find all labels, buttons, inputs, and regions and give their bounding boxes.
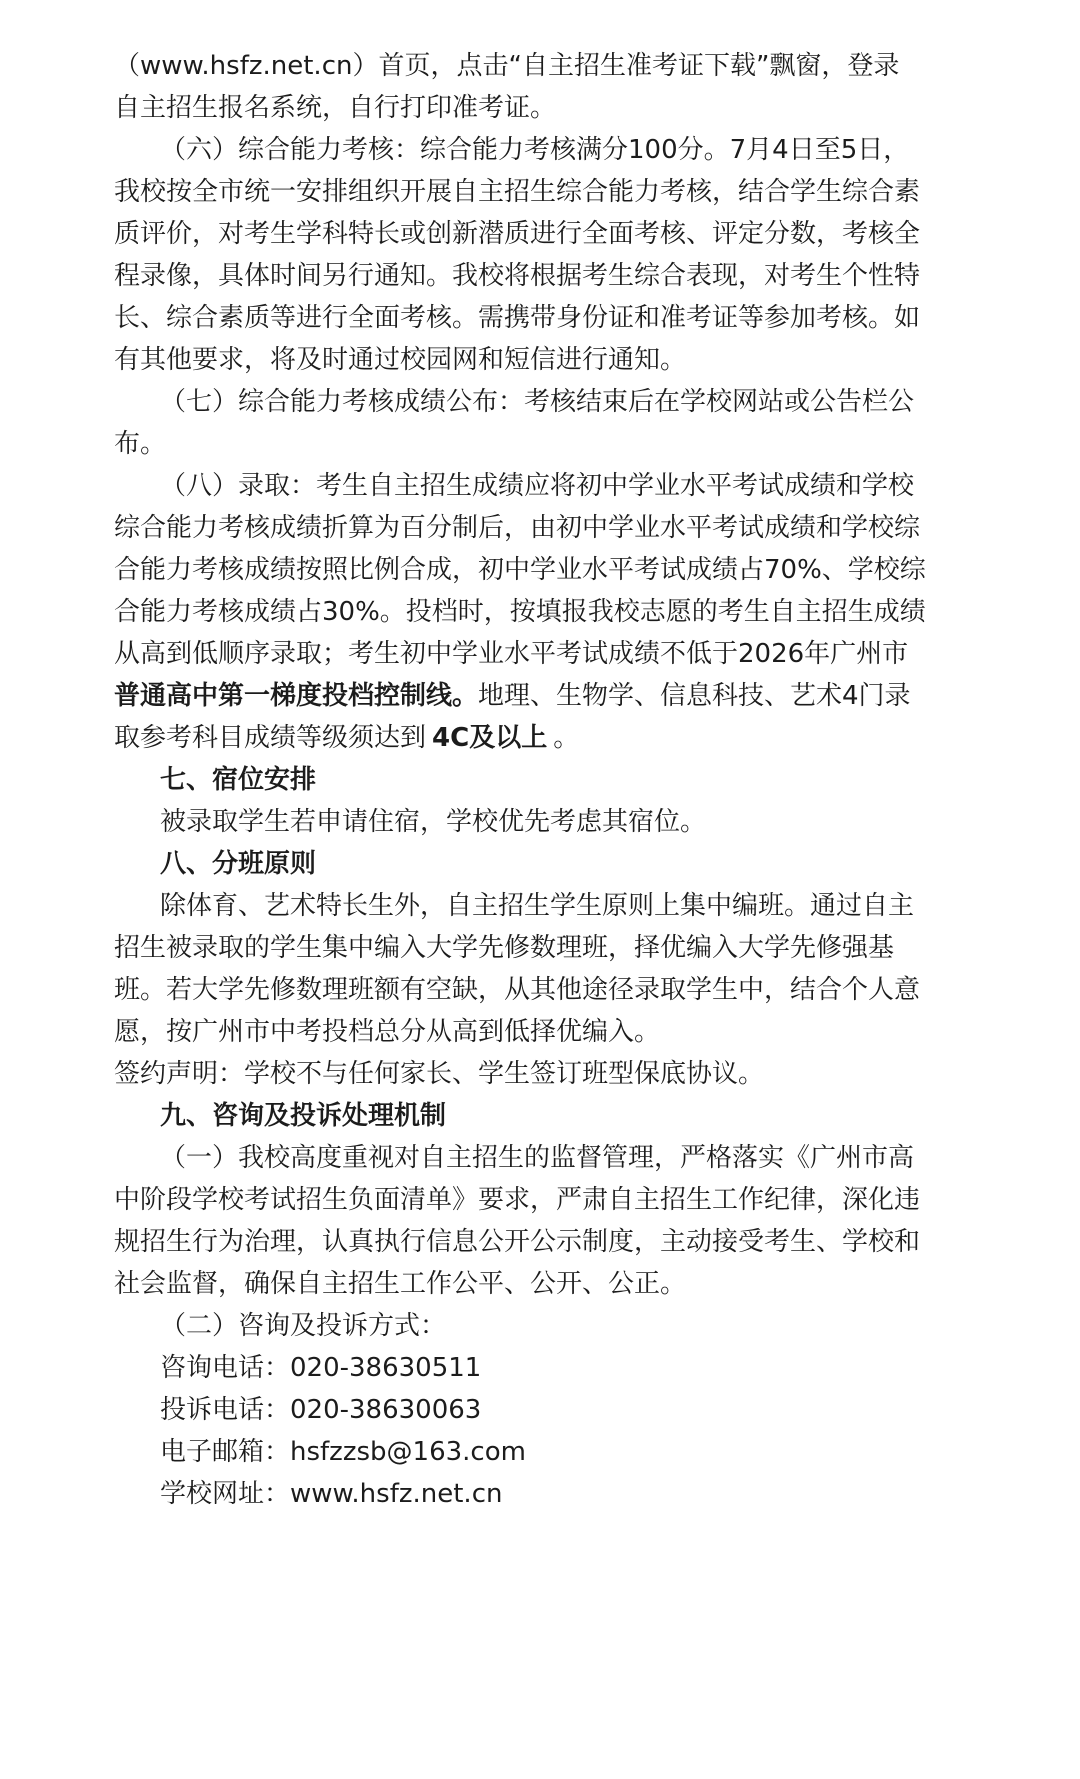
line-text: 电子邮箱：hsfzzsb@163.com (160, 1437, 526, 1467)
line-text: 愿，按广州市中考投档总分从高到低择优编入。 (114, 1017, 661, 1047)
text-line (0, 252, 1080, 300)
text-line (0, 1008, 1080, 1056)
text-line (0, 882, 1080, 930)
text-line (0, 966, 1080, 1014)
line-text: 自主招生报名系统，自行打印准考证。 (114, 93, 557, 123)
text-line (0, 420, 1080, 468)
text-line (0, 294, 1080, 342)
section-item-7 (0, 378, 1080, 426)
line-text: 程录像，具体时间另行通知。我校将根据考生综合表现，对考生个性特 (114, 261, 921, 291)
text-line (0, 588, 1080, 636)
line-text: （八）录取：考生自主招生成绩应将初中学业水平考试成绩和学校 (160, 471, 915, 501)
section-item-9-2 (0, 1302, 1080, 1350)
signing-statement (0, 1050, 1080, 1098)
line-text: 规招生行为治理，认真执行信息公开公示制度，主动接受考生、学校和 (114, 1227, 921, 1257)
section-item-6 (0, 126, 1080, 174)
line-text: （www.hsfz.net.cn）首页，点击“自主招生准考证下载”飘窗，登录 (114, 51, 900, 81)
line-text: 中阶段学校考试招生负面清单》要求，严肃自主招生工作纪律，深化违 (114, 1185, 921, 1215)
line-text: 从高到低顺序录取；考生初中学业水平考试成绩不低于2026年广州市 (114, 639, 909, 669)
line-text: （二）咨询及投诉方式： (160, 1311, 447, 1341)
line-text: 质评价，对考生学科特长或创新潜质进行全面考核、评定分数，考核全 (114, 219, 921, 249)
heading-section-9 (0, 1092, 1080, 1140)
school-website (0, 1470, 1080, 1518)
line-text: 社会监督，确保自主招生工作公平、公开、公正。 (114, 1269, 687, 1299)
line-text: （一）我校高度重视对自主招生的监督管理，严格落实《广州市高 (160, 1143, 915, 1173)
text-line (0, 546, 1080, 594)
line-text: 合能力考核成绩占30%。投档时，按填报我校志愿的考生自主招生成绩 (114, 597, 926, 627)
line-text: 签约声明：学校不与任何家长、学生签订班型保底协议。 (114, 1059, 765, 1089)
line-text: 投诉电话：020-38630063 (160, 1395, 482, 1425)
line-text: 我校按全市统一安排组织开展自主招生综合能力考核，结合学生综合素 (114, 177, 921, 207)
line-text: 班。若大学先修数理班额有空缺，从其他途径录取学生中，结合个人意 (114, 975, 921, 1005)
line-text: 布。 (114, 429, 167, 459)
line-text: 综合能力考核成绩折算为百分制后，由初中学业水平考试成绩和学校综 (114, 513, 921, 543)
line-text: 长、综合素质等进行全面考核。需携带身份证和准考证等参加考核。如 (114, 303, 921, 333)
line-text: （七）综合能力考核成绩公布：考核结束后在学校网站或公告栏公 (160, 387, 915, 417)
line-text: （六）综合能力考核：综合能力考核满分100分。7月4日至5日， (160, 135, 910, 165)
control-line-emphasis: 普通高中第一梯度投档控制线。 (114, 681, 479, 711)
line-text: 学校网址：www.hsfz.net.cn (160, 1479, 503, 1509)
text-line (0, 630, 1080, 678)
text-line (0, 1176, 1080, 1224)
heading-section-7 (0, 756, 1080, 804)
text-line (0, 1260, 1080, 1308)
heading-text: 八、分班原则 (160, 849, 317, 879)
complaint-phone (0, 1386, 1080, 1434)
line-text: 除体育、艺术特长生外，自主招生学生原则上集中编班。通过自主 (160, 891, 915, 921)
line-text: 合能力考核成绩按照比例合成，初中学业水平考试成绩占70%、学校综 (114, 555, 926, 585)
consult-phone (0, 1344, 1080, 1392)
heading-text: 九、咨询及投诉处理机制 (160, 1101, 447, 1131)
line-text: 取参考科目成绩等级须达到 (114, 723, 427, 753)
line-text: 地理、生物学、信息科技、艺术4门录 (478, 681, 911, 711)
heading-text: 七、宿位安排 (160, 765, 317, 795)
text-line (0, 210, 1080, 258)
line-text: 有其他要求，将及时通过校园网和短信进行通知。 (114, 345, 687, 375)
text-line (0, 84, 1080, 132)
section-item-9-1 (0, 1134, 1080, 1182)
text-line (0, 1218, 1080, 1266)
section-item-8 (0, 462, 1080, 510)
grade-requirement-emphasis: 4C及以上 (432, 723, 548, 753)
line-text: 招生被录取的学生集中编入大学先修数理班，择优编入大学先修强基 (114, 933, 895, 963)
text-line (0, 672, 1080, 720)
text-line (0, 924, 1080, 972)
text-line (0, 714, 1080, 762)
line-text: 。 (553, 723, 580, 753)
text-line (0, 798, 1080, 846)
text-line (0, 42, 1080, 90)
text-line (0, 504, 1080, 552)
text-line (0, 168, 1080, 216)
heading-section-8 (0, 840, 1080, 888)
line-text: 咨询电话：020-38630511 (160, 1353, 482, 1383)
line-text: 被录取学生若申请住宿，学校优先考虑其宿位。 (160, 807, 707, 837)
email-address (0, 1428, 1080, 1476)
text-line (0, 336, 1080, 384)
